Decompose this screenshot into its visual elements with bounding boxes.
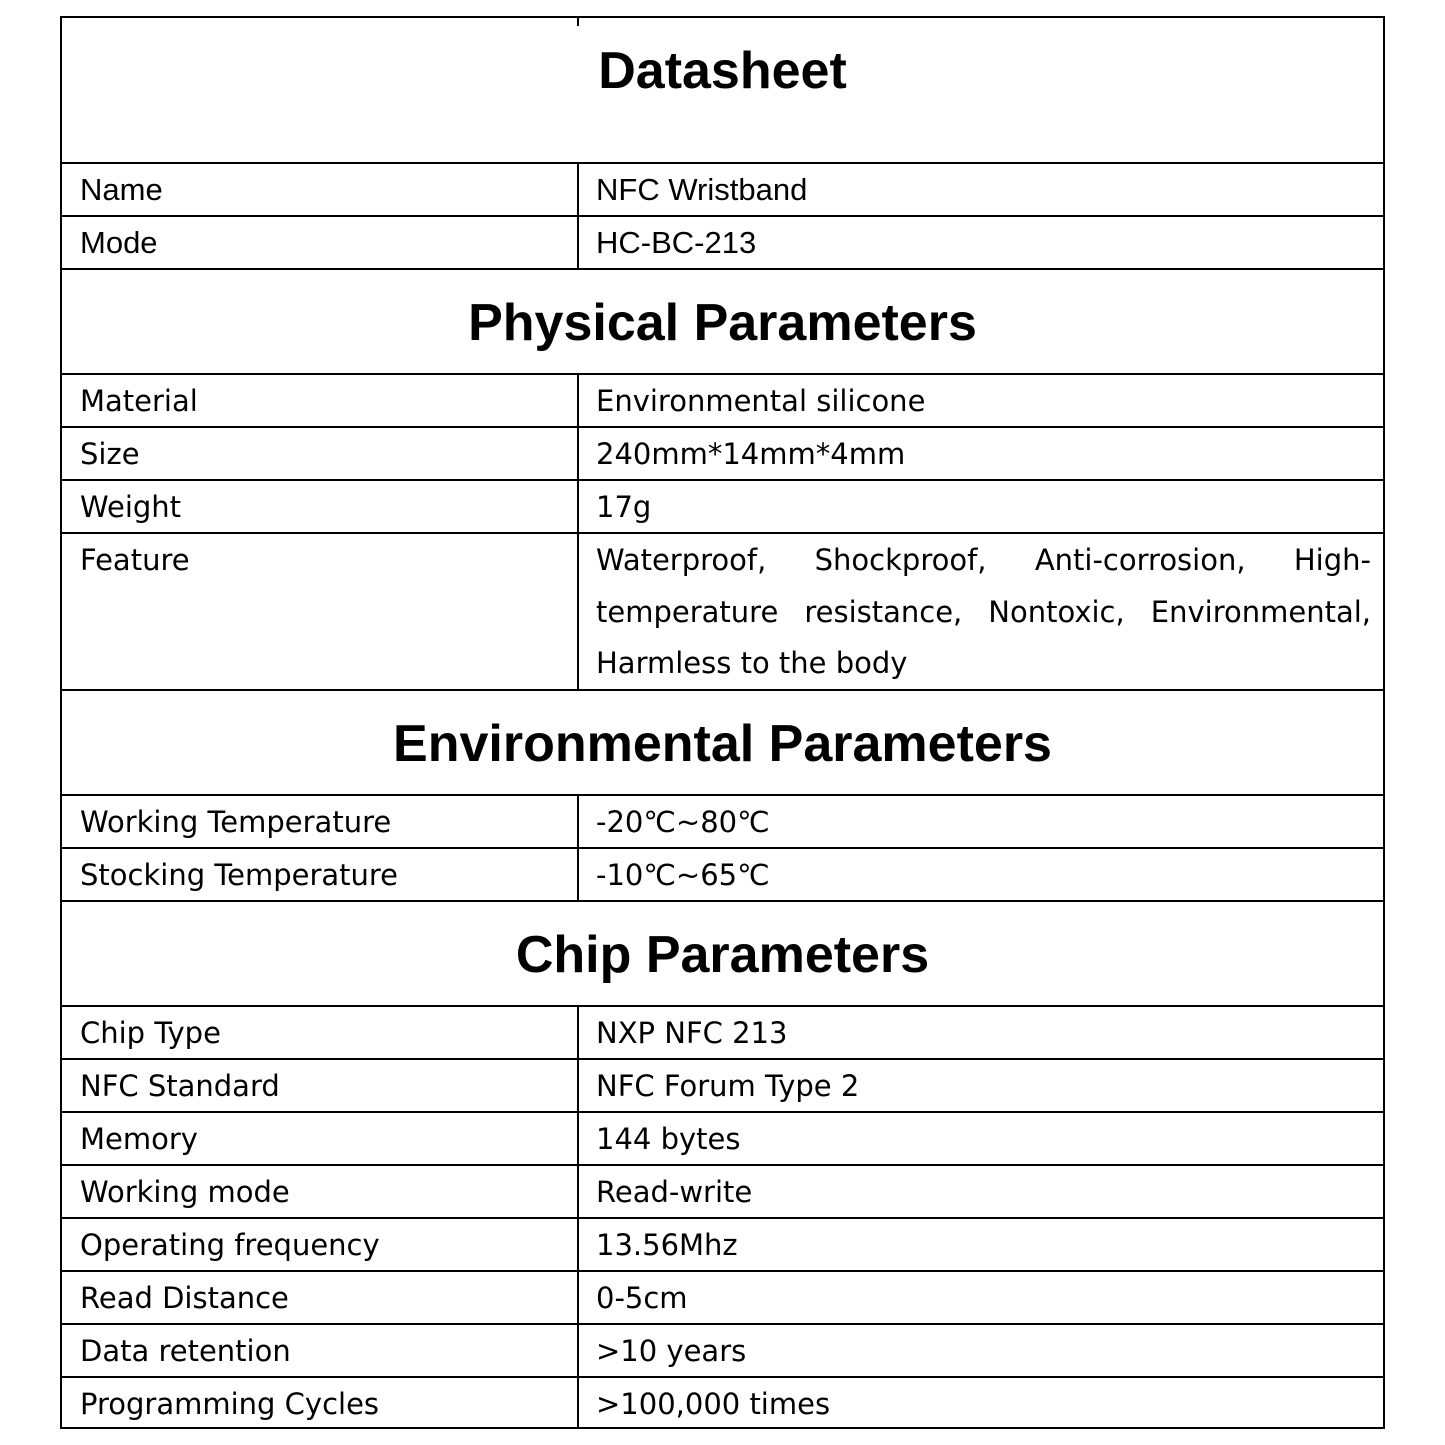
row-value: 144 bytes (577, 1113, 1383, 1164)
section-title: Chip Parameters (515, 926, 930, 984)
table-row-working-temperature (62, 794, 1383, 847)
table-row-operating-frequency (62, 1217, 1383, 1270)
row-label: Chip Type (80, 1016, 221, 1050)
table-row-name (62, 162, 1383, 215)
row-value: 13.56Mhz (577, 1219, 1383, 1270)
section-header-physical (62, 268, 1383, 373)
row-label: Operating frequency (80, 1228, 380, 1262)
table-row-chip-type (62, 1005, 1383, 1058)
row-value: 17g (577, 481, 1383, 532)
table-row-size (62, 426, 1383, 479)
row-label: Weight (80, 490, 182, 524)
datasheet-table (60, 16, 1385, 1429)
table-row-stocking-temperature (62, 847, 1383, 900)
row-label: Working mode (80, 1175, 290, 1209)
row-value: -20℃~80℃ (577, 796, 1383, 847)
row-label: Read Distance (80, 1281, 289, 1315)
section-title: Environmental Parameters (393, 715, 1052, 773)
row-value: 0-5cm (577, 1272, 1383, 1323)
column-divider-tick (577, 18, 579, 26)
table-row-programming-cycles (62, 1376, 1383, 1427)
row-value: Waterproof, Shockproof, Anti-corrosion, High-temperature resistance, Nontoxic, Environmental, Harmless to the body (596, 543, 1371, 680)
section-header-environmental (62, 689, 1383, 794)
row-value: NFC Wristband (577, 164, 1383, 215)
title-row (62, 16, 1383, 162)
table-row-read-distance (62, 1270, 1383, 1323)
table-row-working-mode (62, 1164, 1383, 1217)
row-label: Name (80, 172, 163, 207)
table-row-memory (62, 1111, 1383, 1164)
row-label: Size (80, 437, 140, 471)
row-value-cell (577, 534, 1383, 689)
row-value: Read-write (577, 1166, 1383, 1217)
row-value: HC-BC-213 (577, 217, 1383, 268)
row-value: NFC Forum Type 2 (577, 1060, 1383, 1111)
row-value: 240mm*14mm*4mm (577, 428, 1383, 479)
table-row-mode (62, 215, 1383, 268)
table-row-feature (62, 532, 1383, 689)
table-row-nfc-standard (62, 1058, 1383, 1111)
row-label: Feature (80, 543, 190, 577)
row-label: NFC Standard (80, 1069, 280, 1103)
page-title: Datasheet (598, 42, 847, 100)
row-label: Stocking Temperature (80, 858, 399, 892)
row-value: -10℃~65℃ (577, 849, 1383, 900)
row-value: >100,000 times (577, 1378, 1383, 1427)
row-label: Working Temperature (80, 805, 392, 839)
section-header-chip (62, 900, 1383, 1005)
row-label: Material (80, 384, 198, 418)
table-row-data-retention (62, 1323, 1383, 1376)
row-value: >10 years (577, 1325, 1383, 1376)
row-label: Mode (80, 225, 158, 260)
row-label: Memory (80, 1122, 198, 1156)
row-label: Programming Cycles (80, 1387, 380, 1421)
row-value: Environmental silicone (577, 375, 1383, 426)
section-title: Physical Parameters (468, 294, 977, 352)
row-label: Data retention (80, 1334, 291, 1368)
row-value: NXP NFC 213 (577, 1007, 1383, 1058)
table-row-weight (62, 479, 1383, 532)
table-row-material (62, 373, 1383, 426)
